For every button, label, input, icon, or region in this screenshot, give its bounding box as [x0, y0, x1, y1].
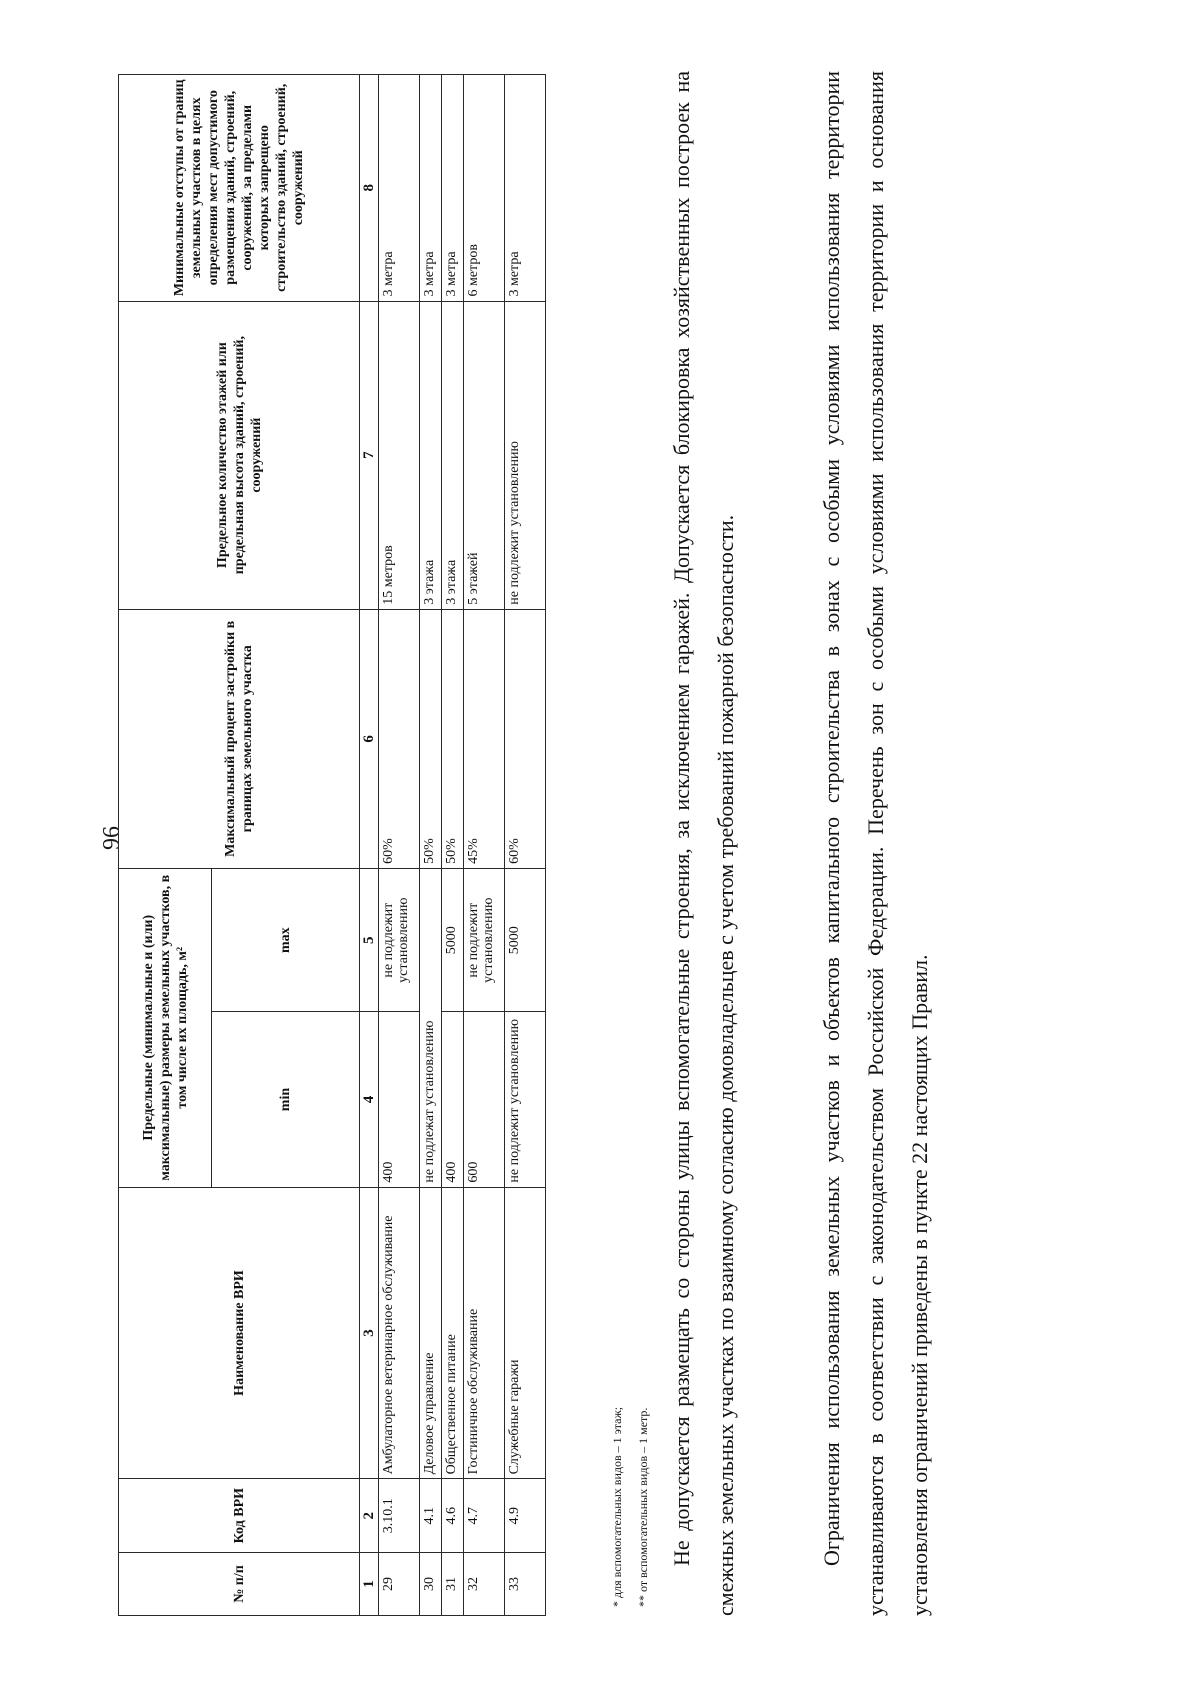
- column-number: 6: [360, 609, 379, 868]
- row-floors: 3 этажа: [420, 301, 442, 609]
- row-num: 30: [420, 1552, 442, 1615]
- table-row: [464, 75, 505, 1616]
- column-number: 1: [360, 1552, 379, 1615]
- row-max: не подлежит установлению: [464, 868, 505, 1012]
- table-row: [420, 75, 442, 1616]
- zoning-parameters-table: [118, 74, 546, 1616]
- row-floors: 3 этажа: [442, 301, 464, 609]
- table-row: [505, 75, 546, 1616]
- column-number: 2: [360, 1479, 379, 1553]
- page-number: 96: [98, 826, 125, 850]
- row-name: Общественное питание: [442, 1187, 464, 1479]
- row-percent: 45%: [464, 609, 505, 868]
- header-num: № п/п: [119, 1552, 360, 1615]
- row-code: 3.10.1: [379, 1479, 420, 1553]
- column-number: 8: [360, 75, 379, 302]
- table-footnotes: [604, 207, 656, 1607]
- row-setback: 3 метра: [420, 75, 442, 302]
- column-number-row: [360, 75, 379, 1616]
- row-name: Деловое управление: [420, 1187, 442, 1479]
- row-max: не подлежит установлению: [379, 868, 420, 1012]
- row-code: 4.7: [464, 1479, 505, 1553]
- column-number: 7: [360, 301, 379, 609]
- header-setbacks: Минимальные отступы от границ земельных участков в целях определения мест допустимого размещения зданий, строений, сооружений, за пределами которых запрещено строительство зданий, строений, сооружений: [119, 75, 360, 302]
- row-min: 400: [379, 1012, 420, 1187]
- row-min: 600: [464, 1012, 505, 1187]
- header-percent: Максимальный процент застройки в границах земельного участка: [119, 609, 360, 868]
- header-floors: Предельное количество этажей или предельная высота зданий, строений, сооружений: [119, 301, 360, 609]
- row-code: 4.9: [505, 1479, 546, 1553]
- row-floors: 5 этажей: [464, 301, 505, 609]
- row-floors: не подлежит установлению: [505, 301, 546, 609]
- row-name: Служебные гаражи: [505, 1187, 546, 1479]
- footnote: * для вспомогательных видов – 1 этаж;: [610, 1406, 624, 1607]
- row-num: 32: [464, 1552, 505, 1615]
- row-setback: 3 метра: [442, 75, 464, 302]
- row-max: 5000: [442, 868, 464, 1012]
- row-percent: 60%: [379, 609, 420, 868]
- row-code: 4.1: [420, 1479, 442, 1553]
- row-floors: 15 метров: [379, 301, 420, 609]
- row-percent: 50%: [442, 609, 464, 868]
- row-setback: 6 метров: [464, 75, 505, 302]
- row-setback: 3 метра: [505, 75, 546, 302]
- header-name: Наименование ВРИ: [119, 1187, 360, 1479]
- column-number: 4: [360, 1012, 379, 1187]
- header-min: min: [212, 1012, 360, 1187]
- header-max: max: [212, 868, 360, 1012]
- column-number: 5: [360, 868, 379, 1012]
- row-percent: 60%: [505, 609, 546, 868]
- row-code: 4.6: [442, 1479, 464, 1553]
- body-paragraph: Ограничения использования земельных участков и объектов капитального строительства в зонах с особыми условиями использования территории устанавливаются в соответствии с законодательством Российской Федерации. Перечень зон с особыми условиями использования территории и основания установления ограничений приведены в пункте 22 настоящих Правил.: [819, 71, 932, 1616]
- footnote: ** от вспомогательных видов – 1 метр.: [636, 1407, 650, 1607]
- row-num: 31: [442, 1552, 464, 1615]
- row-setback: 3 метра: [379, 75, 420, 302]
- row-max: 5000: [505, 868, 546, 1012]
- row-min: не подлежит установлению: [505, 1012, 546, 1187]
- table-row: [379, 75, 420, 1616]
- row-minmax-merged: не подлежат установлению: [420, 868, 442, 1187]
- table-header-row: [119, 75, 212, 1616]
- row-num: 33: [505, 1552, 546, 1615]
- row-percent: 50%: [420, 609, 442, 868]
- header-code: Код ВРИ: [119, 1479, 360, 1553]
- column-number: 3: [360, 1187, 379, 1479]
- row-min: 400: [442, 1012, 464, 1187]
- table-row: [442, 75, 464, 1616]
- row-name: Амбулаторное ветеринарное обслуживание: [379, 1187, 420, 1479]
- row-num: 29: [379, 1552, 420, 1615]
- header-sizes: Предельные (минимальные и (или) максимальные) размеры земельных участков, в том числе их площадь, м²: [119, 868, 212, 1187]
- body-paragraph: Не допускается размещать со стороны улицы вспомогательные строения, за исключением гаражей. Допускается блокировка хозяйственных построек на смежных земельных участках по взаимному согласию домовладельцев с учетом требований пожарной безопасности.: [669, 71, 738, 1616]
- row-name: Гостиничное обслуживание: [464, 1187, 505, 1479]
